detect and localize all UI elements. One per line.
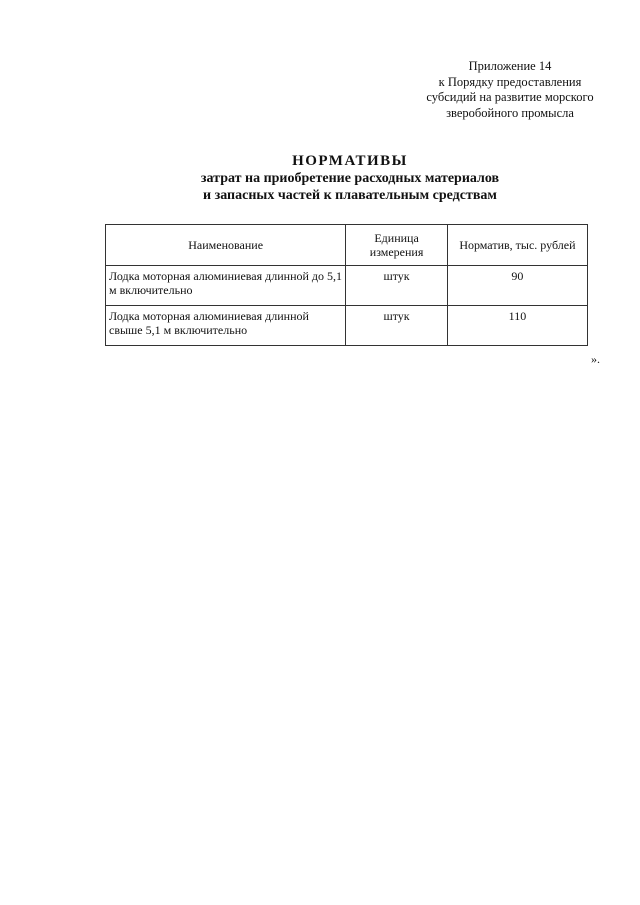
header-unit-line: измерения xyxy=(369,245,424,259)
appendix-line: зверобойного промысла xyxy=(446,105,574,120)
appendix-header xyxy=(410,59,610,121)
norms-table xyxy=(105,224,588,346)
title-subtitle-line: и запасных частей к плавательным средствам xyxy=(203,188,497,203)
header-unit xyxy=(346,225,448,266)
closing-quote-mark: ». xyxy=(591,352,600,366)
header-name: Наименование xyxy=(106,225,346,266)
table-row xyxy=(106,306,588,346)
header-norm: Норматив, тыс. рублей xyxy=(447,225,587,266)
title-subtitle-line: затрат на приобретение расходных материалов xyxy=(200,171,500,186)
cell-unit: штук xyxy=(346,266,448,306)
appendix-line: субсидий на развитие морского xyxy=(426,90,594,104)
cell-norm: 90 xyxy=(447,266,587,306)
cell-unit: штук xyxy=(346,306,448,346)
table-row xyxy=(106,266,588,306)
appendix-line: к Порядку предоставления xyxy=(438,74,582,89)
cell-name: Лодка моторная алюминиевая длинной свыше 5,1 м включительно xyxy=(106,306,346,346)
document-title xyxy=(100,152,600,204)
title-main: НОРМАТИВЫ xyxy=(292,153,408,169)
table-header-row xyxy=(106,225,588,266)
cell-norm: 110 xyxy=(447,306,587,346)
cell-name: Лодка моторная алюминиевая длинной до 5,1 м включительно xyxy=(106,266,346,306)
appendix-line: Приложение 14 xyxy=(468,59,552,73)
header-unit-line: Единица xyxy=(374,231,419,245)
